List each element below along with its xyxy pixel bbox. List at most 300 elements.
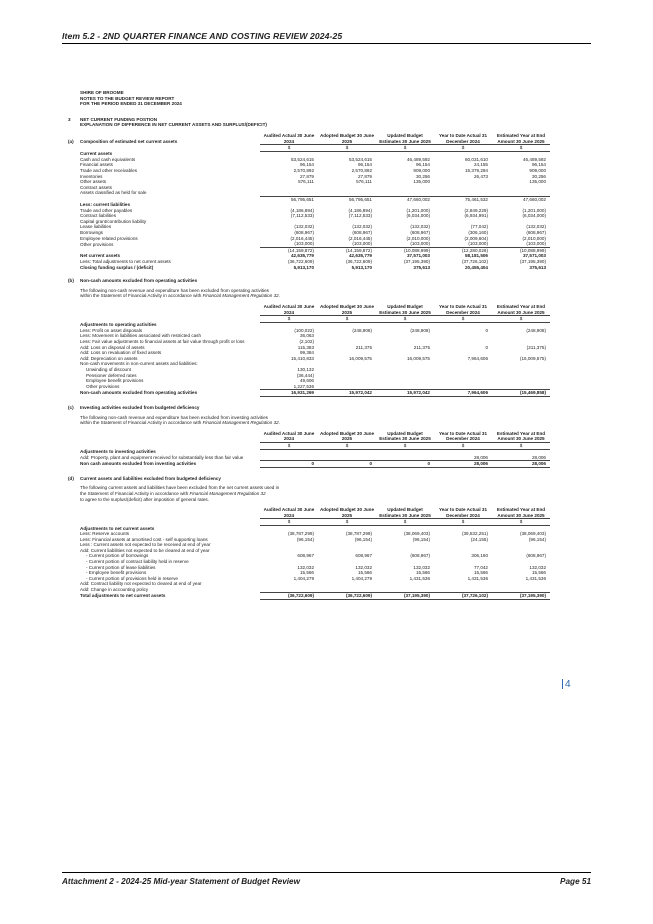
cell-value: 28,006 <box>492 461 550 468</box>
row-label: Other provisions <box>80 241 114 247</box>
description-tail: to agree to the surplus/(deficit) after imposition of general rates. <box>80 496 209 502</box>
cell-value: 211,375 <box>355 344 372 350</box>
cell-value: 1,404,279 <box>351 575 372 581</box>
row-label: Add: Depreciation on assets <box>80 355 138 361</box>
cell-value: 0 <box>485 327 488 333</box>
cell-value: 909,000 <box>529 168 546 174</box>
units-row <box>80 316 550 323</box>
part-c <box>68 405 550 468</box>
cell-value: (36,722,609) <box>318 593 376 600</box>
cell-value: (608,967) <box>294 230 314 236</box>
part-c-description: The following non-cash revenue and expenditure has been excluded from investing activities within the Statement of Financial Activity in accordance with Financial Management Regulation 32. <box>80 414 280 426</box>
unit-label: $ <box>260 316 318 323</box>
row-label: Current assets <box>80 151 113 157</box>
footer-page-number: Page 51 <box>560 877 591 886</box>
units-row <box>80 145 550 152</box>
cell-value: 15,566 <box>473 570 488 576</box>
row-label: Add: Current liabilities not expected to be cleared at end of year <box>80 547 210 553</box>
row-label-header <box>80 431 260 443</box>
part-d <box>68 475 550 600</box>
column-header: Updated Budget Estimates 30 June 2025 <box>379 507 431 518</box>
row-label: Closing funding surplus / (deficit) <box>80 264 154 270</box>
unit-label: $ <box>492 442 550 449</box>
cell-value: (39,532,251) <box>461 531 488 537</box>
page-marker-bar <box>562 679 563 689</box>
row-label: Employee benefit provisions <box>86 378 144 384</box>
column-header: Audited Actual 30 June 2024 <box>263 304 315 315</box>
table-row <box>80 390 550 397</box>
cell-value: (132,032) <box>352 224 372 230</box>
part-d-title: Current assets and liabilities excluded from budgeted deficiency <box>80 475 221 481</box>
unit-label: $ <box>376 442 434 449</box>
cell-value: 28,006 <box>473 454 488 460</box>
row-label: Add: Property, plant and equipment received for substantially less than fair value <box>80 454 244 460</box>
cell-value: 36,063 <box>299 333 314 339</box>
cell-value: (103,000) <box>294 241 314 247</box>
period-label: FOR THE PERIOD ENDED 31 DECEMBER 2024 <box>80 101 182 107</box>
cell-value: (96,154) <box>296 536 314 542</box>
cell-value: 7,964,606 <box>467 355 488 361</box>
column-header-row <box>80 507 550 519</box>
cell-value: 375,613 <box>529 264 546 270</box>
page-marker <box>562 679 571 690</box>
cell-value: 75,461,532 <box>434 196 492 202</box>
row-label: Non-cash amounts excluded from operating activities <box>80 390 198 396</box>
row-label: Other assets <box>80 179 107 185</box>
row-label: Adjustments to investing activities <box>80 449 156 455</box>
table-row <box>80 461 550 468</box>
unit-label: $ <box>318 442 376 449</box>
cell-value: 42,635,779 <box>291 253 314 259</box>
column-header: Audited Actual 30 June 2024 <box>263 430 315 442</box>
cell-value: (38,069,403) <box>519 531 546 537</box>
part-d-heading <box>68 475 550 482</box>
cell-value: 20,455,404 <box>465 264 488 270</box>
unit-label: $ <box>492 519 550 526</box>
section-number: 3 <box>68 116 71 122</box>
row-label: Non cash amounts excluded from investing activities <box>80 461 197 467</box>
part-b-heading <box>68 278 550 284</box>
row-label-header <box>68 133 260 145</box>
units-spacer <box>80 442 260 449</box>
part-b-description: The following non-cash revenue and expenditure has been excluded from operating activities within the Statement of Financial Activity in accordance with Financial Management Regulation 32. <box>80 287 280 299</box>
cell-value: (37,195,390) <box>403 259 430 265</box>
cell-value: 576,111 <box>298 179 314 185</box>
cell-value: 1,431,536 <box>525 575 546 581</box>
cell-value: 27,879 <box>357 173 372 179</box>
cell-value: (36,722,609) <box>287 259 314 265</box>
row-label: Less: Reserve accounts <box>80 531 130 537</box>
cell-value: 96,154 <box>415 162 430 168</box>
unit-label: $ <box>318 519 376 526</box>
unit-label: $ <box>376 316 434 323</box>
description-text: The following non-cash revenue and expenditure has been excluded from investing activities within the Statement of Financial Activity in accordance with <box>80 414 268 426</box>
row-label-header <box>80 304 260 316</box>
cell-value: 24,155 <box>473 162 488 168</box>
column-header: Adopted Budget 30 June 2025 <box>319 132 375 144</box>
cell-value: 909,000 <box>413 168 430 174</box>
cell-value: (37,726,102) <box>461 259 488 265</box>
section-heading <box>68 116 550 128</box>
row-label: Employee related provisions <box>80 235 138 241</box>
cell-value: (37,195,390) <box>492 593 550 600</box>
cell-value: (7,112,533) <box>290 213 314 219</box>
row-label: Inventories <box>80 173 103 179</box>
part-c-table <box>80 431 550 468</box>
column-header-row <box>80 133 550 145</box>
row-label: Contract assets <box>80 184 112 190</box>
cell-value: 15,972,042 <box>318 390 376 397</box>
cell-value: 30,256 <box>415 173 430 179</box>
cell-value: 15,566 <box>531 570 546 576</box>
notes-title: NOTES TO THE BUDGET REVIEW REPORT <box>80 95 175 101</box>
row-label: Less : Current assets not expected to be received at end of year <box>80 542 211 548</box>
cell-value: 16,009,575 <box>407 355 430 361</box>
unit-label: $ <box>260 442 318 449</box>
page-marker-number: 4 <box>565 679 571 690</box>
row-label: Cash and cash equivalents <box>80 156 136 162</box>
cell-value: (14,159,872) <box>260 247 318 253</box>
units-spacer <box>80 519 260 526</box>
cell-value: (103,000) <box>526 241 546 247</box>
cell-value: 15,566 <box>357 570 372 576</box>
part-a-table <box>68 132 550 270</box>
part-d-label: (d) <box>68 475 74 481</box>
regulation-reference: Financial Management Regulation 32 <box>202 420 279 426</box>
cell-value: (10,088,999) <box>492 247 550 253</box>
cell-value: 99,384 <box>299 350 314 356</box>
row-label: Adjustments to operating activities <box>80 322 157 328</box>
cell-value: 60,031,610 <box>465 156 488 162</box>
cell-value: 0 <box>318 461 376 468</box>
part-c-heading <box>68 405 550 411</box>
cell-value: 46,489,592 <box>523 156 546 162</box>
cell-value: (7,112,533) <box>348 213 372 219</box>
row-label: Borrowings <box>80 230 103 236</box>
table-row <box>80 265 550 271</box>
column-header: Year to Date Actual 31 December 2024 <box>438 132 488 144</box>
cell-value: 47,660,002 <box>492 196 550 202</box>
cell-value: 15,566 <box>299 570 314 576</box>
cell-value: (2,016,445) <box>290 235 314 241</box>
cell-value: 26,473 <box>473 173 488 179</box>
cell-value: 132,032 <box>529 564 546 570</box>
column-header: Year to Date Actual 31 December 2024 <box>438 304 488 315</box>
row-label: - Current portion of contract liability held in reserve <box>86 559 189 565</box>
description-text: The following non-cash revenue and expenditure has been excluded from operating activities within the Statement of Financial Activity in accordance with <box>80 287 269 299</box>
cell-value: 1,404,279 <box>293 575 314 581</box>
row-label: Trade and other receivables <box>80 168 138 174</box>
cell-value: 28,006 <box>434 461 492 468</box>
row-label: Net current assets <box>80 253 121 259</box>
column-header: Estimated Year at End Amount 30 June 2025 <box>496 430 546 442</box>
unit-label: $ <box>434 519 492 526</box>
unit-label: $ <box>492 145 550 152</box>
cell-value: 16,931,269 <box>260 390 318 397</box>
cell-value: (24,155) <box>470 536 488 542</box>
part-d-table <box>80 507 550 600</box>
cell-value: 130,132 <box>297 367 314 373</box>
cell-value: 96,154 <box>299 162 314 168</box>
cell-value: 56,795,651 <box>260 196 318 202</box>
cell-value: (10,088,999) <box>376 247 434 253</box>
unit-label: $ <box>318 145 376 152</box>
cell-value: 115,383 <box>297 344 314 350</box>
cell-value: 1,431,536 <box>409 575 430 581</box>
units-row <box>80 442 550 449</box>
part-a <box>68 132 550 270</box>
part-a-label: (a) <box>68 139 74 145</box>
header-divider <box>62 43 591 44</box>
cell-value: (2,849,229) <box>464 207 488 213</box>
row-label: Add: Contract liability not expected to cleared at end of year <box>80 581 202 587</box>
column-header: Adopted Budget 30 June 2025 <box>319 304 375 315</box>
cell-value: 28,006 <box>531 454 546 460</box>
part-d-description <box>80 485 280 502</box>
cell-value: (608,967) <box>410 553 430 559</box>
cell-value: (211,375) <box>526 344 546 350</box>
part-b-label: (b) <box>68 278 74 284</box>
cell-value: (38,787,299) <box>345 531 372 537</box>
footer-divider <box>62 872 591 873</box>
cell-value: 132,032 <box>355 564 372 570</box>
unit-label: $ <box>260 519 318 526</box>
cell-value: 2,570,892 <box>293 168 314 174</box>
row-label: Less: Total adjustments to net current assets <box>80 259 171 265</box>
cell-value: 576,111 <box>356 179 372 185</box>
cell-value: 2,570,892 <box>351 168 372 174</box>
row-label: Capital grant/contribution liability <box>80 218 147 224</box>
cell-value: 27,879 <box>299 173 314 179</box>
cell-value: (132,032) <box>294 224 314 230</box>
row-label: Unwinding of discount <box>86 367 131 373</box>
row-label: Trade and other payables <box>80 207 133 213</box>
cell-value: 37,571,003 <box>407 253 430 259</box>
row-label: - Current portion of borrowings <box>86 553 149 559</box>
cell-value: 53,524,615 <box>349 156 372 162</box>
cell-value: 135,000 <box>529 179 546 185</box>
regulation-reference: Financial Management Regulation 32 <box>189 491 266 497</box>
cell-value: 608,967 <box>297 553 314 559</box>
cell-value: 96,154 <box>531 162 546 168</box>
row-label: - Current portion of lease liabilities <box>86 564 156 570</box>
cell-value: 15,379,294 <box>465 168 488 174</box>
cell-value: (37,726,102) <box>434 593 492 600</box>
row-label: Non-cash movements in non-current assets and liabilities: <box>80 361 198 367</box>
cell-value: (77,042) <box>470 224 488 230</box>
footer-attachment-title: Attachment 2 - 2024-25 Mid-year Statement of Budget Review <box>62 877 300 886</box>
cell-value: (96,154) <box>412 536 430 542</box>
org-name: SHIRE OF BROOME <box>80 90 124 95</box>
row-label: Lease liabilities <box>80 224 112 230</box>
cell-value: (103,000) <box>410 241 430 247</box>
row-label: Other provisions <box>86 384 120 390</box>
cell-value: (100,022) <box>294 327 314 333</box>
cell-value: (6,934,991) <box>464 213 488 219</box>
cell-value: (38,069,403) <box>403 531 430 537</box>
units-spacer <box>80 316 260 323</box>
cell-value: (15,469,858) <box>492 390 550 397</box>
cell-value: (96,154) <box>354 536 372 542</box>
cell-value: 132,032 <box>297 564 314 570</box>
column-header-row <box>80 431 550 443</box>
cell-value: (103,000) <box>352 241 372 247</box>
unit-label: $ <box>434 145 492 152</box>
cell-value: 77,042 <box>473 564 488 570</box>
cell-value: (608,967) <box>526 553 546 559</box>
cell-value: (36,722,609) <box>345 259 372 265</box>
unit-label: $ <box>434 316 492 323</box>
description-text: The following current assets and liabilities have been excluded from the net current assets used in the Statement of Financial Activity in accordance with <box>80 485 280 497</box>
cell-value: (36,444) <box>296 372 314 378</box>
part-b-title: Non-cash amounts excluded from operating activities <box>80 278 198 284</box>
row-label: Add: Loss on disposal of assets <box>80 344 145 350</box>
cell-value: (1,201,000) <box>522 207 546 213</box>
cell-value: (4,186,894) <box>348 207 372 213</box>
column-header: Estimated Year at End Amount 30 June 2025 <box>496 132 546 144</box>
row-label: Less: current liabilities <box>80 202 131 208</box>
regulation-reference: Financial Management Regulation 32 <box>202 293 279 299</box>
cell-value: (2,010,000) <box>406 235 430 241</box>
row-label: Add: Loss on revaluation of fixed assets <box>80 350 162 356</box>
row-label: - Current portion of provisions held in reserve <box>86 575 178 581</box>
column-header: Audited Actual 30 June 2024 <box>263 507 315 518</box>
cell-value: (608,967) <box>526 230 546 236</box>
cell-value: (2,102) <box>299 339 314 345</box>
cell-value: (1,201,000) <box>406 207 430 213</box>
cell-value: 0 <box>376 461 434 468</box>
unit-label: $ <box>318 316 376 323</box>
cell-value: 37,571,003 <box>523 253 546 259</box>
column-header: Updated Budget Estimates 30 June 2025 <box>379 132 431 144</box>
cell-value: (37,195,390) <box>519 259 546 265</box>
table-row <box>80 593 550 600</box>
column-header: Updated Budget Estimates 30 June 2025 <box>379 304 431 315</box>
units-spacer <box>80 145 260 152</box>
cell-value: 15,566 <box>415 570 430 576</box>
section-subtitle: EXPLANATION OF DIFFERENCE IN NET CURRENT ASSETS AND SURPLUS/(DEFICIT) <box>80 122 267 128</box>
row-label: Pensioner deferred rates <box>86 372 137 378</box>
cell-value: (4,186,894) <box>290 207 314 213</box>
cell-value: 1,227,536 <box>293 383 314 389</box>
column-header: Year to Date Actual 31 December 2024 <box>438 507 488 518</box>
row-label: - Employee benefit provisions <box>86 570 147 576</box>
row-label: Financial assets <box>80 162 113 168</box>
cell-value: 49,606 <box>299 378 314 384</box>
cell-value: (103,000) <box>468 241 488 247</box>
cell-value: 56,795,651 <box>318 196 376 202</box>
part-a-title: Composition of estimated net current assets <box>80 139 178 145</box>
row-label: Total adjustments to net current assets <box>80 593 166 599</box>
cell-value: 42,635,779 <box>349 253 372 259</box>
cell-value: (248,908) <box>410 327 430 333</box>
cell-value: (2,009,604) <box>464 235 488 241</box>
unit-label: $ <box>434 442 492 449</box>
cell-value: 608,967 <box>355 553 372 559</box>
cell-value: 1,431,536 <box>467 575 488 581</box>
cell-value: 132,032 <box>413 564 430 570</box>
cell-value: (16,009,575) <box>519 355 546 361</box>
cell-value: (248,908) <box>352 327 372 333</box>
cell-value: 53,524,615 <box>291 156 314 162</box>
units-row <box>80 519 550 526</box>
section-title: NET CURRENT FUNDING POSTION <box>80 116 158 122</box>
cell-value: 211,375 <box>413 344 430 350</box>
part-c-title: Investing activities excluded from budgeted deficiency <box>80 405 200 410</box>
column-header: Year to Date Actual 31 December 2024 <box>438 430 488 442</box>
cell-value: 96,154 <box>357 162 372 168</box>
cell-value: (14,159,872) <box>318 247 376 253</box>
column-header: Updated Budget Estimates 30 June 2025 <box>379 430 431 442</box>
budget-review-notes <box>68 90 550 600</box>
row-label: Add: Change in accounting policy <box>80 587 149 593</box>
column-header: Estimated Year at End Amount 30 June 2025 <box>496 507 546 518</box>
cell-value: 16,009,575 <box>349 355 372 361</box>
cell-value: (608,967) <box>410 230 430 236</box>
cell-value: (6,034,000) <box>406 213 430 219</box>
cell-value: (248,908) <box>526 327 546 333</box>
cell-value: (132,032) <box>526 224 546 230</box>
column-header: Audited Actual 30 June 2024 <box>263 132 315 144</box>
row-label: Less: Financial assets at amortised cost - self supporting loans <box>80 536 208 542</box>
cell-value: 5,913,170 <box>293 264 314 270</box>
column-header: Adopted Budget 30 June 2025 <box>319 430 375 442</box>
cell-value: 30,256 <box>531 173 546 179</box>
unit-label: $ <box>492 316 550 323</box>
row-label: Less: Fair value adjustments to financial assets at fair value through profit or loss <box>80 339 245 345</box>
part-b <box>68 278 550 397</box>
unit-label: $ <box>376 145 434 152</box>
row-label-header <box>80 507 260 519</box>
unit-label: $ <box>376 519 434 526</box>
row-label: Less: Movement in liabilities associated with restricted cash <box>80 333 202 339</box>
cell-value: (12,280,026) <box>434 247 492 253</box>
cell-value: 306,160 <box>471 553 488 559</box>
cell-value: (37,195,390) <box>376 593 434 600</box>
part-b-table <box>80 304 550 397</box>
cell-value: (132,032) <box>410 224 430 230</box>
unit-label: $ <box>260 145 318 152</box>
row-label: Less: Profit on asset disposals <box>80 327 143 333</box>
row-label: Contract liabilities <box>80 213 116 219</box>
cell-value: 46,489,592 <box>407 156 430 162</box>
cell-value: 7,964,606 <box>434 390 492 397</box>
cell-value: (6,034,000) <box>522 213 546 219</box>
cell-value: 15,972,042 <box>376 390 434 397</box>
row-label: Assets classified as held for sale <box>80 190 147 196</box>
column-header-row <box>80 304 550 316</box>
cell-value: 58,181,506 <box>465 253 488 259</box>
cell-value: (2,016,445) <box>348 235 372 241</box>
cell-value: (306,160) <box>468 230 488 236</box>
cell-value: (2,010,000) <box>522 235 546 241</box>
cell-value: 375,613 <box>413 264 430 270</box>
cell-value: 0 <box>260 461 318 468</box>
cell-value: 47,660,002 <box>376 196 434 202</box>
cell-value: (38,787,299) <box>287 531 314 537</box>
cell-value: (608,967) <box>352 230 372 236</box>
column-header: Adopted Budget 30 June 2025 <box>319 507 375 518</box>
part-c-label: (c) <box>68 405 74 410</box>
row-label: Adjustments to net current assets <box>80 525 155 531</box>
cell-value: (36,722,609) <box>260 593 318 600</box>
cell-value: (96,154) <box>528 536 546 542</box>
page-header-title: Item 5.2 - 2ND QUARTER FINANCE AND COSTING REVIEW 2024-25 <box>62 31 343 41</box>
cell-value: 135,000 <box>413 179 430 185</box>
cell-value: 0 <box>485 344 488 350</box>
cell-value: 15,410,833 <box>291 355 314 361</box>
column-header: Estimated Year at End Amount 30 June 2025 <box>496 304 546 315</box>
